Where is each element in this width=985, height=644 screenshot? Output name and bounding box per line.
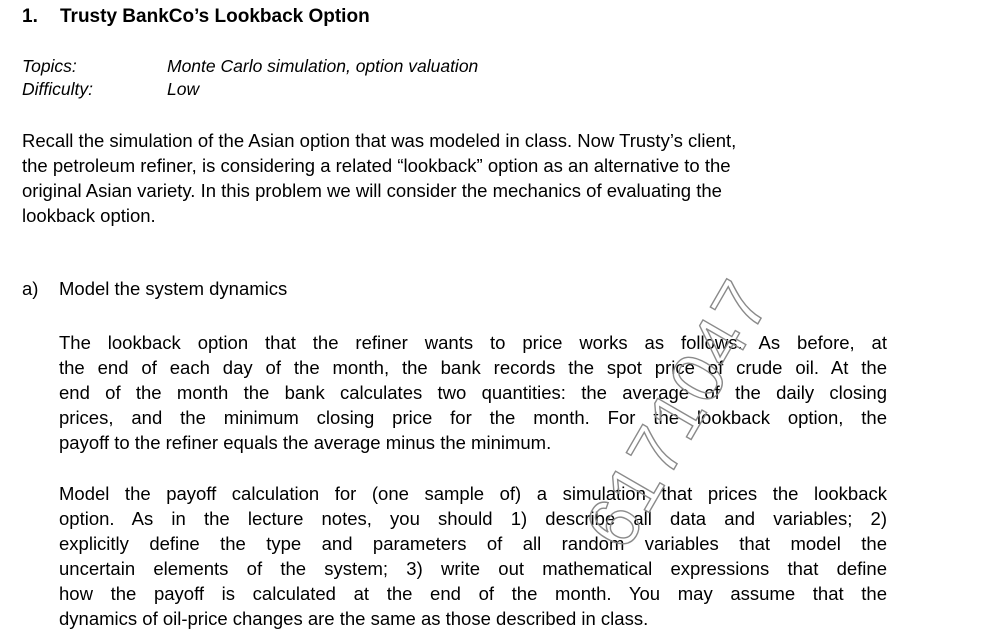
paragraph-line: prices, and the minimum closing price for the month. For the lookback option, the — [59, 407, 887, 428]
topics-value: Monte Carlo simulation, option valuation — [167, 56, 479, 76]
intro-paragraph — [22, 128, 882, 228]
intro-line: lookback option. — [22, 205, 156, 226]
problem-heading — [22, 6, 370, 28]
paragraph-line: how the payoff is calculated at the end of the month. You may assume that the — [59, 583, 887, 604]
part-a-paragraph-2 — [59, 481, 887, 631]
problem-number: 1. — [22, 6, 38, 27]
paragraph-line: The lookback option that the refiner wants to price works as follows. As before, at — [59, 332, 887, 353]
part-a-heading — [22, 278, 287, 300]
intro-line: Recall the simulation of the Asian option that was modeled in class. Now Trusty’s client, — [22, 130, 737, 151]
paragraph-line: option. As in the lecture notes, you should 1) describe all data and variables; 2) — [59, 508, 887, 529]
problem-title: Trusty BankCo’s Lookback Option — [60, 6, 370, 27]
difficulty-row — [22, 78, 199, 100]
difficulty-label: Difficulty: — [22, 79, 93, 99]
paragraph-line: dynamics of oil-price changes are the same as those described in class. — [59, 608, 649, 629]
part-a-title: Model the system dynamics — [59, 278, 288, 299]
paragraph-line: the end of each day of the month, the bank records the spot price of crude oil. At the — [59, 357, 887, 378]
intro-line: original Asian variety. In this problem we will consider the mechanics of evaluating the — [22, 180, 722, 201]
paragraph-line: Model the payoff calculation for (one sample of) a simulation that prices the lookback — [59, 483, 887, 504]
difficulty-value: Low — [167, 79, 200, 99]
paragraph-line: explicitly define the type and parameters of all random variables that model the — [59, 533, 887, 554]
topics-label: Topics: — [22, 56, 77, 76]
part-a-label: a) — [22, 278, 39, 299]
watermark-text: 6171047 — [569, 266, 787, 562]
paragraph-line: end of the month the bank calculates two quantities: the average of the daily closing — [59, 382, 887, 403]
intro-line: the petroleum refiner, is considering a related “lookback” option as an alternative to the — [22, 155, 731, 176]
paragraph-line: payoff to the refiner equals the average minus the minimum. — [59, 432, 552, 453]
topics-row — [22, 55, 478, 77]
paragraph-line: uncertain elements of the system; 3) write out mathematical expressions that define — [59, 558, 887, 579]
